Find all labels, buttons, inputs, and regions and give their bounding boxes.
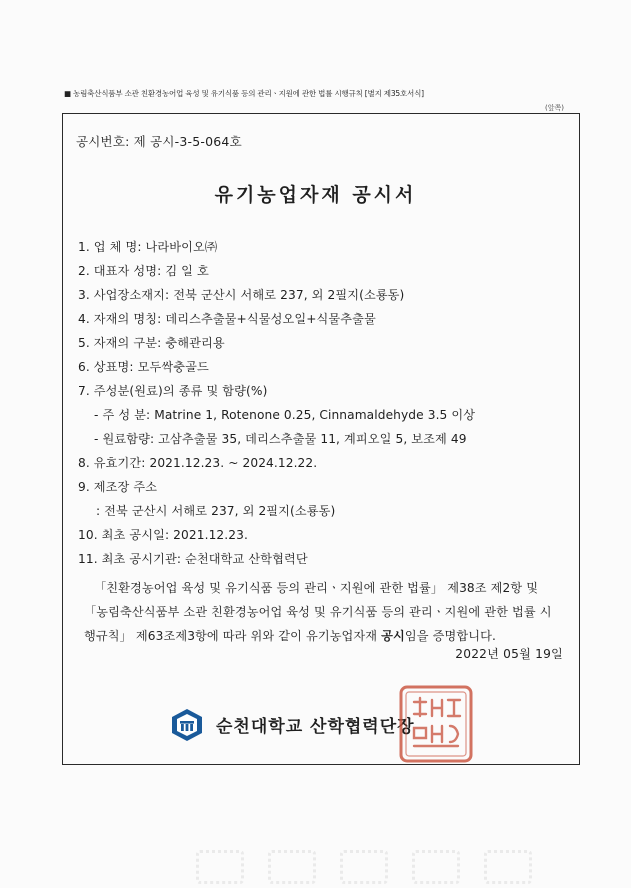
item-raw-material-content: - 원료함량: 고삼추출물 35, 데리스추출물 11, 계피오일 5, 보조제 49 <box>94 432 467 446</box>
watermark-block <box>340 850 388 884</box>
watermark-block <box>412 850 460 884</box>
item-main-ingredients: - 주 성 분: Matrine 1, Rotenone 0.25, Cinnamaldehyde 3.5 이상 <box>94 408 476 422</box>
watermark-block <box>484 850 532 884</box>
notice-number: 공시번호: 제 공시-3-5-064호 <box>76 134 242 149</box>
official-seal-icon <box>398 684 474 764</box>
footer-watermark <box>196 850 596 880</box>
item-business-address: 3. 사업장소재지: 전북 군산시 서해로 237, 외 2필지(소룡동) <box>78 288 405 302</box>
item-material-category: 5. 자재의 구분: 충해관리용 <box>78 336 225 350</box>
certification-text-before: 「친환경농어업 육성 및 유기식품 등의 관리ㆍ지원에 관한 법률」 제38조 제2항 및 「농림축산식품부 소관 친환경농어업 육성 및 유기식품 등의 관리ㆍ지원에 관한 법률 시행규칙」 제63조제3항에 따라 위와 같이 유기농업자재 <box>84 581 552 643</box>
item-company-name: 1. 업 체 명: 나라바이오㈜ <box>78 240 218 254</box>
item-first-notice-agency: 11. 최초 공시기관: 순천대학교 산학협력단 <box>78 552 308 566</box>
certification-text-after: 임을 증명합니다. <box>404 629 496 643</box>
item-validity-period: 8. 유효기간: 2021.12.23. ~ 2024.12.22. <box>78 456 318 470</box>
item-brand-name: 6. 상표명: 모두싹충골드 <box>78 360 209 374</box>
law-reference-header: ■ 농림축산식품부 소관 친환경농어업 육성 및 유기식품 등의 관리ㆍ지원에 관한 법률 시행규칙 [별지 제35호서식] <box>64 89 424 98</box>
item-material-name: 4. 자재의 명칭: 데리스추출물+식물성오일+식물추출물 <box>78 312 376 326</box>
watermark-block <box>268 850 316 884</box>
item-factory-address: : 전북 군산시 서해로 237, 외 2필지(소룡동) <box>96 504 336 518</box>
item-first-notice-date: 10. 최초 공시일: 2021.12.23. <box>78 528 248 542</box>
page-side-note: (앞쪽) <box>545 104 564 112</box>
watermark-block <box>196 850 244 884</box>
issuer-name: 순천대학교 산학협력단장 <box>216 717 415 737</box>
university-logo-icon <box>170 708 204 742</box>
item-factory-heading: 9. 제조장 주소 <box>78 480 158 494</box>
item-representative: 2. 대표자 성명: 김 일 호 <box>78 264 209 278</box>
document-title: 유기농업자재 공시서 <box>214 184 417 206</box>
certification-paragraph <box>84 576 554 648</box>
item-ingredient-heading: 7. 주성분(원료)의 종류 및 함량(%) <box>78 384 268 398</box>
issue-date: 2022년 05월 19일 <box>455 647 563 661</box>
certification-bold-word: 공시 <box>381 629 405 643</box>
